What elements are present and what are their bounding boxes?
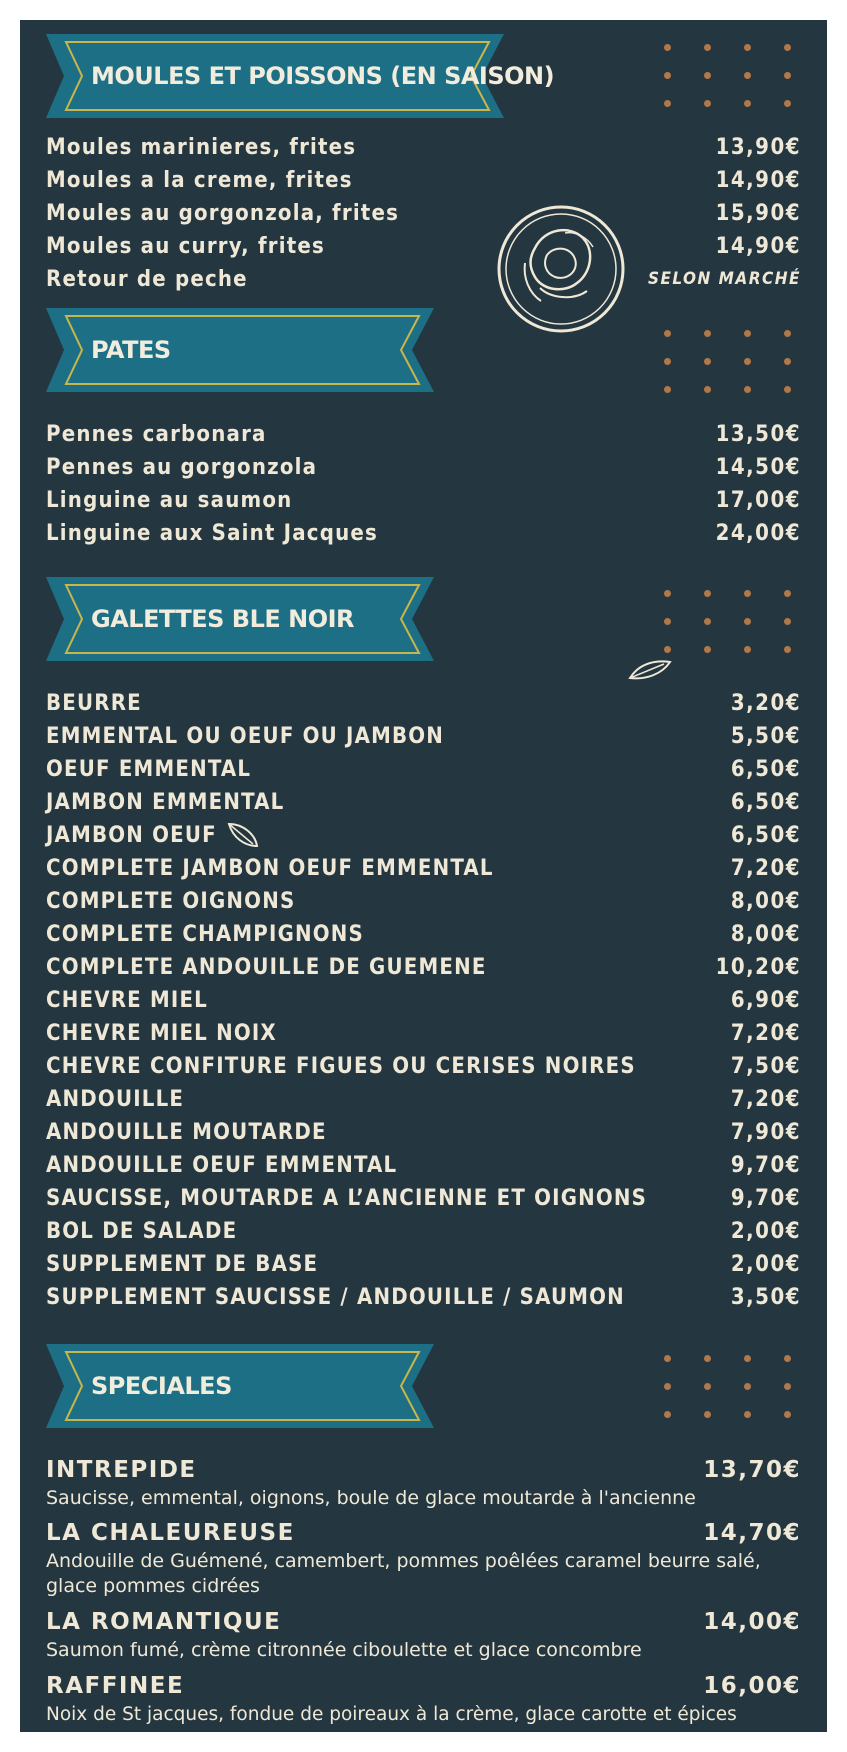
item-price: 2,00€ xyxy=(730,1251,801,1277)
item-name: JAMBON EMMENTAL xyxy=(46,789,285,815)
item-price: 13,50€ xyxy=(715,421,801,447)
section-title-galettes: GALETTES BLE NOIR xyxy=(91,605,355,633)
item-price: 13,70€ xyxy=(703,1457,801,1483)
menu-item xyxy=(46,1017,801,1049)
item-price: 7,90€ xyxy=(730,1119,801,1145)
item-name: SAUCISSE, MOUTARDE A L’ANCIENNE ET OIGNONS xyxy=(46,1185,648,1211)
menu-item xyxy=(46,263,801,295)
menu-item xyxy=(46,1083,801,1115)
menu-item xyxy=(46,918,801,950)
item-price: 9,70€ xyxy=(730,1152,801,1178)
item-name: Pennes au gorgonzola xyxy=(46,454,318,480)
leaf-icon xyxy=(225,820,261,850)
item-name: CHEVRE MIEL xyxy=(46,987,208,1013)
item-price: 13,90€ xyxy=(715,134,801,160)
item-price: 24,00€ xyxy=(715,520,801,546)
menu-item xyxy=(46,1215,801,1247)
item-name: CHEVRE MIEL NOIX xyxy=(46,1020,277,1046)
item-price: 8,00€ xyxy=(730,888,801,914)
item-price: 7,20€ xyxy=(730,1020,801,1046)
item-price: 15,90€ xyxy=(715,200,801,226)
section-title-speciales: SPECIALES xyxy=(91,1372,232,1400)
menu-item xyxy=(46,885,801,917)
section-banner-galettes xyxy=(46,577,446,661)
item-description: Saumon fumé, crème citronnée ciboulette et glace concombre xyxy=(46,1639,642,1661)
section-title-pates: PATES xyxy=(91,336,171,364)
section-banner-speciales xyxy=(46,1344,446,1428)
menu-item xyxy=(46,1248,801,1280)
menu-item xyxy=(46,1116,801,1148)
item-name: INTREPIDE xyxy=(46,1457,197,1483)
item-name: OEUF EMMENTAL xyxy=(46,756,252,782)
menu-item xyxy=(46,786,801,818)
section-banner-pates xyxy=(46,308,446,392)
item-name: Pennes carbonara xyxy=(46,421,267,447)
item-name: RAFFINEE xyxy=(46,1673,185,1699)
menu-item xyxy=(46,517,801,549)
menu-item xyxy=(46,819,801,851)
special-item xyxy=(46,1518,801,1548)
item-price: 7,50€ xyxy=(730,1053,801,1079)
item-name: Moules a la creme, frites xyxy=(46,167,353,193)
item-name: EMMENTAL OU OEUF OU JAMBON xyxy=(46,723,445,749)
item-price: 6,50€ xyxy=(730,822,801,848)
item-description: Noix de St jacques, fondue de poireaux à la crème, glace carotte et épices xyxy=(46,1704,737,1725)
item-price: 7,20€ xyxy=(730,1086,801,1112)
item-price: 7,20€ xyxy=(730,855,801,881)
item-price: SELON MARCHÉ xyxy=(647,269,801,289)
menu-item xyxy=(46,687,801,719)
item-description: Andouille de Guémené, camembert, pommes poêlées caramel beurre salé, glace pommes cidrées xyxy=(46,1550,761,1597)
item-name: COMPLETE JAMBON OEUF EMMENTAL xyxy=(46,855,494,881)
menu-item xyxy=(46,1149,801,1181)
item-name: Retour de peche xyxy=(46,266,248,292)
menu-item xyxy=(46,131,801,163)
special-item xyxy=(46,1607,801,1637)
item-price: 5,50€ xyxy=(730,723,801,749)
menu-item xyxy=(46,164,801,196)
section-title-moules: MOULES ET POISSONS (EN SAISON) xyxy=(91,62,555,90)
menu-board xyxy=(20,20,827,1732)
menu-item xyxy=(46,753,801,785)
item-name: SUPPLEMENT SAUCISSE / ANDOUILLE / SAUMON xyxy=(46,1284,625,1310)
menu-item xyxy=(46,451,801,483)
item-name: COMPLETE ANDOUILLE DE GUEMENE xyxy=(46,954,487,980)
item-name: COMPLETE CHAMPIGNONS xyxy=(46,921,365,947)
menu-item xyxy=(46,1182,801,1214)
item-name: SUPPLEMENT DE BASE xyxy=(46,1251,319,1277)
menu-item xyxy=(46,484,801,516)
menu-item xyxy=(46,1050,801,1082)
menu-item xyxy=(46,230,801,262)
item-name: Moules au curry, frites xyxy=(46,233,325,259)
item-price: 6,50€ xyxy=(730,756,801,782)
item-name: BOL DE SALADE xyxy=(46,1218,238,1244)
item-description: Saucisse, emmental, oignons, boule de glace moutarde à l'ancienne xyxy=(46,1487,696,1509)
item-name: Linguine aux Saint Jacques xyxy=(46,520,378,546)
item-name: COMPLETE OIGNONS xyxy=(46,888,296,914)
menu-item xyxy=(46,984,801,1016)
item-name: JAMBON OEUF xyxy=(46,822,217,848)
item-name: ANDOUILLE OEUF EMMENTAL xyxy=(46,1152,398,1178)
item-name: LA ROMANTIQUE xyxy=(46,1609,282,1635)
item-price: 10,20€ xyxy=(715,954,801,980)
item-name: LA CHALEUREUSE xyxy=(46,1520,295,1546)
item-price: 6,50€ xyxy=(730,789,801,815)
menu-item xyxy=(46,197,801,229)
special-item xyxy=(46,1455,801,1485)
item-name: BEURRE xyxy=(46,690,142,716)
menu-item xyxy=(46,951,801,983)
special-item xyxy=(46,1671,801,1701)
menu-item xyxy=(46,720,801,752)
item-name: Linguine au saumon xyxy=(46,487,293,513)
item-price: 14,70€ xyxy=(703,1520,801,1546)
item-price: 8,00€ xyxy=(730,921,801,947)
item-price: 16,00€ xyxy=(703,1673,801,1699)
item-price: 6,90€ xyxy=(730,987,801,1013)
mussels-plate-illustration xyxy=(495,203,627,335)
item-name: ANDOUILLE xyxy=(46,1086,185,1112)
item-price: 17,00€ xyxy=(715,487,801,513)
item-price: 3,50€ xyxy=(730,1284,801,1310)
item-name: Moules au gorgonzola, frites xyxy=(46,200,400,226)
menu-item xyxy=(46,418,801,450)
item-price: 14,90€ xyxy=(715,167,801,193)
item-name: Moules marinieres, frites xyxy=(46,134,357,160)
item-price: 14,50€ xyxy=(715,454,801,480)
item-price: 14,00€ xyxy=(703,1609,801,1635)
item-name: ANDOUILLE MOUTARDE xyxy=(46,1119,327,1145)
menu-item xyxy=(46,1281,801,1313)
item-price: 2,00€ xyxy=(730,1218,801,1244)
item-name: CHEVRE CONFITURE FIGUES OU CERISES NOIRES xyxy=(46,1053,636,1079)
menu-item xyxy=(46,852,801,884)
item-price: 9,70€ xyxy=(730,1185,801,1211)
section-banner-moules xyxy=(46,34,555,118)
item-price: 3,20€ xyxy=(730,690,801,716)
item-price: 14,90€ xyxy=(715,233,801,259)
leaf-icon xyxy=(628,658,672,682)
